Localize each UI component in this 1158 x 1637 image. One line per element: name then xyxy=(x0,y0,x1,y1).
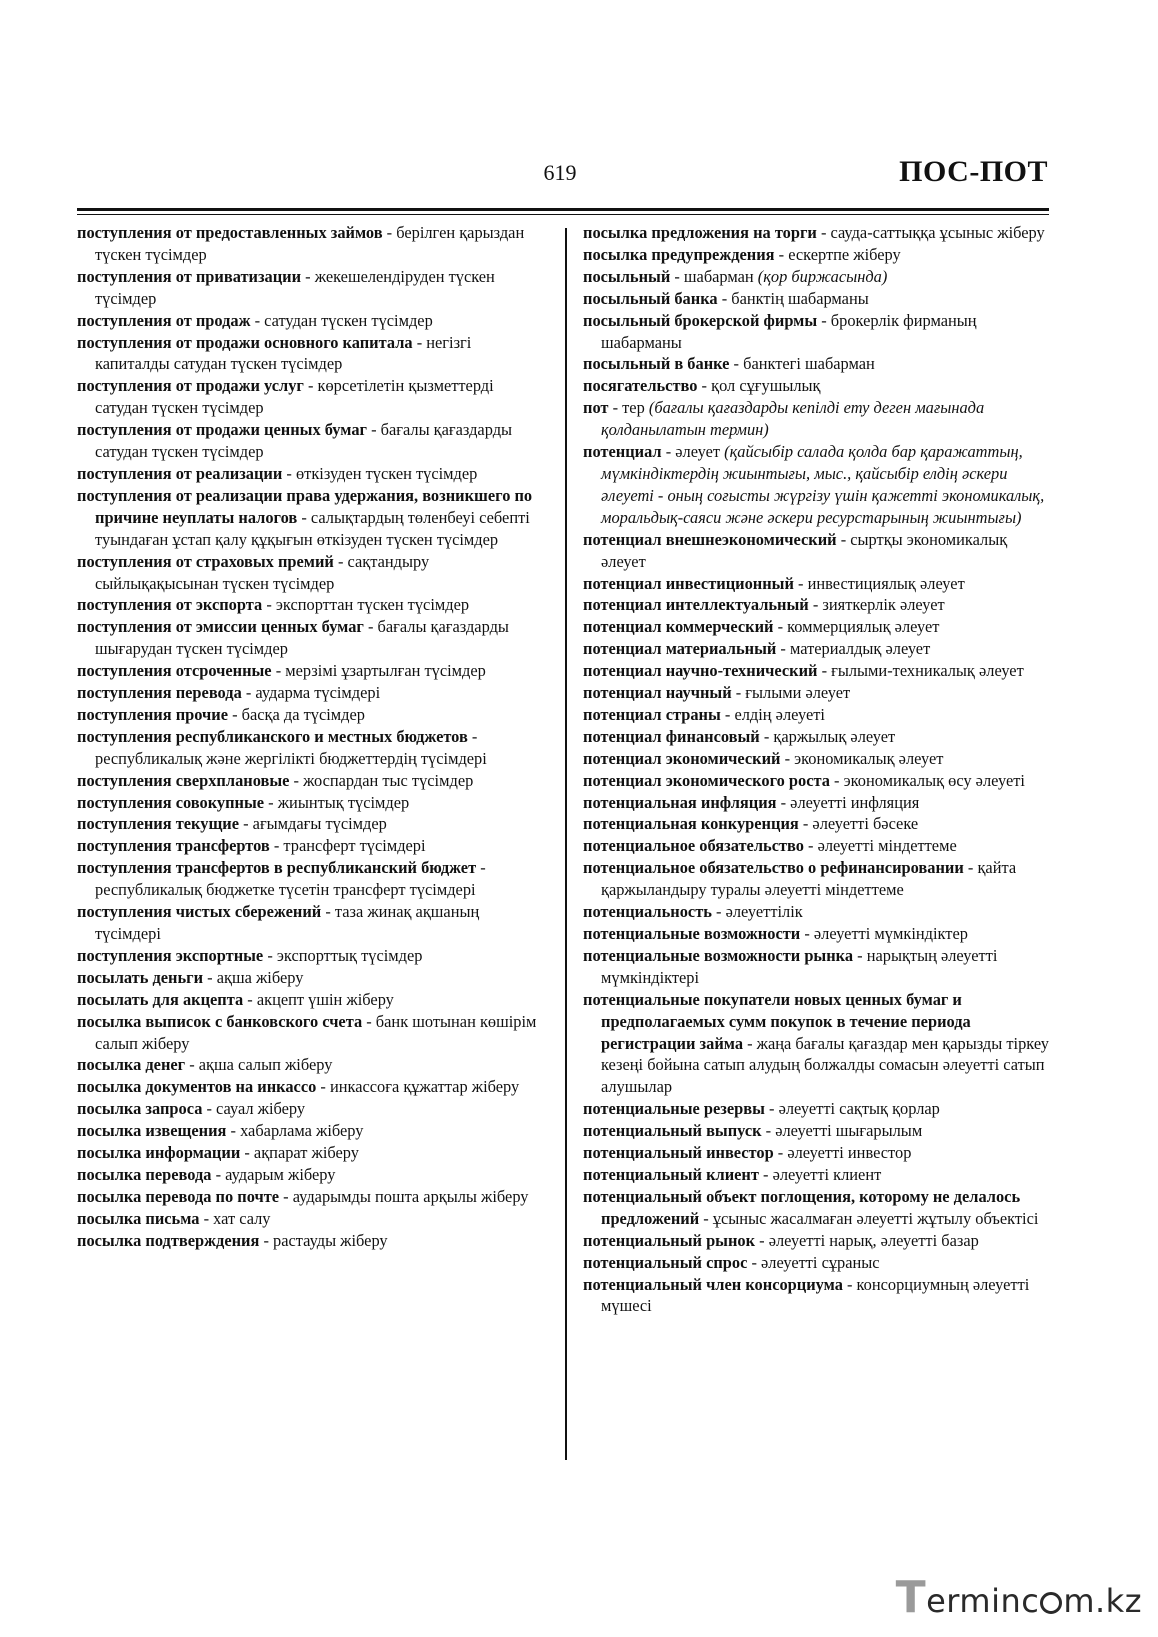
page-number: 619 xyxy=(543,160,577,185)
dictionary-entry xyxy=(77,835,547,857)
entry-term: посылка перевода по почте xyxy=(77,1186,280,1206)
entry-term: поступления прочие xyxy=(77,704,229,724)
header-rule-thin xyxy=(77,214,1049,215)
entry-translation: - жекешелендіруден түскен түсімдер xyxy=(95,266,495,308)
entry-translation: - бағалы қағаздарды шығарудан түскен түсімдер xyxy=(95,617,509,659)
dictionary-entry xyxy=(583,660,1053,682)
dictionary-entry xyxy=(583,266,1053,288)
entry-term: потенциальное обязательство о рефинансировании xyxy=(583,858,964,878)
dictionary-entry xyxy=(583,1120,1053,1142)
entry-term: посылка письма xyxy=(77,1208,200,1228)
entry-translation: - әлеуетті бәсеке xyxy=(798,814,919,834)
dictionary-entry xyxy=(583,748,1053,770)
dictionary-entry xyxy=(77,1054,547,1076)
entry-term: посылка извещения xyxy=(77,1121,227,1141)
entry-translation: - сақтандыру сыйлықақысынан түскен түсімдер xyxy=(95,551,430,593)
entry-translation: - көрсетілетін қызметтерді сатудан түскен түсімдер xyxy=(95,376,494,418)
entry-translation: - хабарлама жіберу xyxy=(226,1121,364,1141)
dictionary-entry xyxy=(77,375,547,419)
entry-term: поступления отсроченные xyxy=(77,661,272,681)
entry-translation: - банктің шабарманы xyxy=(717,288,869,308)
entry-term: потенциальный спрос xyxy=(583,1252,748,1272)
entry-translation: - трансферт түсімдері xyxy=(269,836,426,856)
entry-term: потенциальный объект поглощения, которому не делалось предложений xyxy=(583,1186,1021,1228)
dictionary-entry xyxy=(583,397,1053,441)
logo-text-c: c xyxy=(1021,1582,1040,1620)
dictionary-entry xyxy=(77,463,547,485)
entry-translation: - басқа да түсімдер xyxy=(228,704,365,724)
entry-term: посылать для акцепта xyxy=(77,989,244,1009)
entry-translation: - әлеуеттілік xyxy=(711,902,803,922)
dictionary-entry xyxy=(77,551,547,595)
dictionary-entry xyxy=(77,660,547,682)
logo-circle-icon xyxy=(1040,1592,1062,1614)
entry-term: посылать деньги xyxy=(77,967,204,987)
column-divider xyxy=(565,228,567,1460)
dictionary-entry xyxy=(77,594,547,616)
dictionary-entry xyxy=(583,594,1053,616)
entry-note: (қайсыбір салада қолда бар қаражаттың, мүмкіндіктердің жиынтығы, мыс., қайсыбір елдің әскери әлеуеті - оның соғысты жүргізу үшін қажетті экономикалық, моральдық-саяси және әскери ресурстарының жиынтығы) xyxy=(601,442,1045,527)
dictionary-entry xyxy=(77,1142,547,1164)
dictionary-entry xyxy=(77,1076,547,1098)
entry-translation: - республикалық және жергілікті бюджеттердің түсімдері xyxy=(95,726,487,768)
entry-translation: - жиынтық түсімдер xyxy=(264,792,410,812)
dictionary-entry xyxy=(583,529,1053,573)
running-head: ПОС-ПОТ xyxy=(899,155,1048,188)
entry-term: поступления от реализации xyxy=(77,463,283,483)
dictionary-entry xyxy=(77,813,547,835)
entry-translation: - аударым жіберу xyxy=(211,1164,336,1184)
logo-letter-t: T xyxy=(895,1572,927,1623)
dictionary-entry xyxy=(77,485,547,551)
entry-term: посягательство xyxy=(583,376,698,396)
entry-translation: - таза жинақ ақшаның түсімдері xyxy=(95,902,480,943)
dictionary-entry xyxy=(583,616,1053,638)
dictionary-entry xyxy=(583,945,1053,989)
entry-term: потенциальный выпуск xyxy=(583,1121,762,1141)
entry-translation: - қол сұғушылық xyxy=(697,376,821,396)
entry-term: потенциал экономический xyxy=(583,748,781,768)
entry-translation: - аударма түсімдері xyxy=(241,683,381,703)
entry-term: пот xyxy=(583,398,609,418)
dictionary-entry xyxy=(583,1230,1053,1252)
entry-term: потенциал внешнеэкономический xyxy=(583,529,837,549)
entry-translation: - тер xyxy=(608,398,649,418)
dictionary-entry xyxy=(583,770,1053,792)
entry-translation: - экспорттан түскен түсімдер xyxy=(262,595,470,615)
dictionary-entry xyxy=(583,923,1053,945)
entry-term: поступления от реализации права удержания, возникшего по причине неуплаты налогов xyxy=(77,485,533,527)
dictionary-entry xyxy=(77,1230,547,1252)
entry-term: посыльный xyxy=(583,266,671,286)
entry-term: посылка запроса xyxy=(77,1099,203,1119)
entry-translation: - қаржылық әлеует xyxy=(759,726,896,746)
dictionary-entry xyxy=(583,244,1053,266)
entry-term: поступления перевода xyxy=(77,683,242,703)
entry-translation: - жоспардан тыс түсімдер xyxy=(289,770,474,790)
entry-term: посыльный брокерской фирмы xyxy=(583,310,818,330)
entry-term: потенциальный инвестор xyxy=(583,1143,774,1163)
entry-term: потенциальные покупатели новых ценных бумаг и предполагаемых сумм покупок в течение периода регистрации займа xyxy=(583,989,971,1053)
entry-translation: - зияткерлік әлеует xyxy=(808,595,945,615)
dictionary-entry xyxy=(77,310,547,332)
entry-term: потенциал коммерческий xyxy=(583,617,774,637)
entry-term: посылка денег xyxy=(77,1055,186,1075)
entry-note: (бағалы қағаздарды кепілді ету деген мағынада қолданылатын термин) xyxy=(601,398,985,440)
entry-translation: - ұсыныс жасалмаған әлеуетті жұтылу объектісі xyxy=(699,1208,1039,1228)
entry-term: потенциальные возможности xyxy=(583,924,801,943)
entry-term: потенциальный рынок xyxy=(583,1230,756,1250)
dictionary-entry xyxy=(583,222,1053,244)
entry-term: потенциал страны xyxy=(583,704,721,724)
dictionary-entry xyxy=(77,792,547,814)
entry-term: потенциал научно-технический xyxy=(583,661,818,681)
entry-translation: - қайта қаржыландыру туралы әлеуетті міндеттеме xyxy=(601,858,1017,900)
dictionary-entry xyxy=(583,353,1053,375)
header-rule-thick xyxy=(77,208,1049,211)
dictionary-entry xyxy=(583,704,1053,726)
entry-translation: - сауал жіберу xyxy=(202,1099,306,1119)
entry-term: потенциал научный xyxy=(583,683,732,703)
dictionary-entry xyxy=(77,726,547,770)
entry-translation: - ақпарат жіберу xyxy=(240,1143,359,1163)
entry-translation: - сатудан түскен түсімдер xyxy=(250,310,433,330)
entry-term: потенциал интеллектуальный xyxy=(583,595,809,615)
entry-term: посыльный банка xyxy=(583,288,718,308)
dictionary-entry xyxy=(583,1186,1053,1230)
entry-term: потенциальный клиент xyxy=(583,1164,759,1184)
entry-translation: - ғылыми-техникалық әлеует xyxy=(817,661,1024,681)
entry-term: поступления республиканского и местных бюджетов xyxy=(77,726,468,746)
entry-translation: - берілген қарыздан түскен түсімдер xyxy=(95,223,525,264)
entry-term: потенциальный член консорциума xyxy=(583,1274,843,1294)
entry-term: посылка перевода xyxy=(77,1164,212,1184)
dictionary-entry xyxy=(77,1011,547,1055)
right-column xyxy=(583,222,1053,1317)
entry-translation: - сыртқы экономикалық әлеует xyxy=(601,529,1008,571)
logo-text-domain: m.kz xyxy=(1063,1582,1142,1620)
entry-term: потенциал экономического роста xyxy=(583,770,830,790)
entry-term: поступления от продаж xyxy=(77,310,251,330)
entry-term: потенциальные резервы xyxy=(583,1099,765,1119)
entry-note: (қор биржасында) xyxy=(757,266,888,286)
entry-translation: - экономикалық өсу әлеуеті xyxy=(829,770,1025,790)
dictionary-entry xyxy=(77,1120,547,1142)
dictionary-entry xyxy=(77,682,547,704)
entry-translation: - сауда-саттыққа ұсыныс жіберу xyxy=(816,223,1045,242)
dictionary-entry xyxy=(77,1208,547,1230)
entry-translation: - ақша салып жіберу xyxy=(185,1055,333,1075)
dictionary-entry xyxy=(583,813,1053,835)
entry-term: поступления сверхплановые xyxy=(77,770,290,790)
entry-term: потенциальная конкуренция xyxy=(583,814,799,834)
entry-translation: - республикалық бюджетке түсетін трансферт түсімдері xyxy=(95,858,486,900)
dictionary-entry xyxy=(583,1274,1053,1318)
entry-term: потенциал финансовый xyxy=(583,726,760,746)
entry-term: поступления чистых сбережений xyxy=(77,902,322,922)
entry-translation: - ақша жіберу xyxy=(203,967,304,987)
dictionary-entry xyxy=(583,288,1053,310)
entry-translation: - елдің әлеуеті xyxy=(720,704,825,724)
entry-term: поступления совокупные xyxy=(77,792,265,812)
dictionary-entry xyxy=(583,682,1053,704)
termincom-logo[interactable] xyxy=(896,1572,1142,1623)
entry-term: посылка информации xyxy=(77,1143,241,1163)
dictionary-entry xyxy=(77,616,547,660)
entry-term: поступления от продажи услуг xyxy=(77,376,304,396)
entry-term: поступления от страховых премий xyxy=(77,551,334,571)
dictionary-entry xyxy=(583,989,1053,1099)
entry-translation: - ескертпе жіберу xyxy=(774,244,901,264)
entry-translation: - экспорттық түсімдер xyxy=(263,945,423,965)
entry-term: потенциал xyxy=(583,442,662,462)
entry-term: посылка документов на инкассо xyxy=(77,1077,317,1097)
entry-translation: - шабарман xyxy=(670,266,758,286)
entry-translation: - әлеуетті мүмкіндіктер xyxy=(800,924,968,943)
entry-term: потенциал материальный xyxy=(583,639,777,659)
entry-term: посылка предупреждения xyxy=(583,244,775,264)
dictionary-entry xyxy=(77,901,547,945)
dictionary-entry xyxy=(77,989,547,1011)
entry-translation: - акцепт үшін жіберу xyxy=(243,989,394,1009)
dictionary-entry xyxy=(583,441,1053,529)
entry-translation: - банктегі шабарман xyxy=(729,354,875,374)
entry-translation: - әлеуетті инфляция xyxy=(776,792,920,812)
entry-translation: - нарықтың әлеуетті мүмкіндіктері xyxy=(601,945,998,987)
entry-term: поступления от экспорта xyxy=(77,595,263,615)
dictionary-entry xyxy=(583,726,1053,748)
entry-translation: - салықтардың төленбеуі себепті туындаған ұстап қалу құқығын өткізуден түскен түсімдер xyxy=(95,507,530,549)
entry-term: поступления от предоставленных займов xyxy=(77,223,383,242)
entry-term: поступления от эмиссии ценных бумаг xyxy=(77,617,364,637)
entry-translation: - инкассоға құжаттар жіберу xyxy=(316,1077,520,1097)
dictionary-entry xyxy=(77,1098,547,1120)
entry-term: поступления от продажи основного капитала xyxy=(77,332,413,352)
entry-translation: - әлеуетті міндеттеме xyxy=(803,836,957,856)
entry-translation: - әлеуетті клиент xyxy=(758,1164,882,1184)
logo-text: ermin xyxy=(926,1582,1022,1620)
entry-translation: - консорциумның әлеуетті мүшесі xyxy=(601,1274,1030,1316)
dictionary-entry xyxy=(583,1098,1053,1120)
dictionary-entry xyxy=(77,1186,547,1208)
entry-term: потенциальная инфляция xyxy=(583,792,777,812)
dictionary-entry xyxy=(583,857,1053,901)
entry-term: поступления трансфертов в республиканский бюджет xyxy=(77,858,477,878)
dictionary-entry xyxy=(77,266,547,310)
entry-translation: - материалдық әлеует xyxy=(776,639,931,659)
entry-translation: - ағымдағы түсімдер xyxy=(239,814,387,834)
dictionary-entry xyxy=(77,1164,547,1186)
entry-translation: - әлеуетті нарық, әлеуетті базар xyxy=(755,1230,979,1250)
entry-translation: - ғылыми әлеует xyxy=(731,683,851,703)
dictionary-entry xyxy=(583,1252,1053,1274)
dictionary-entry xyxy=(583,1142,1053,1164)
entry-translation: - экономикалық әлеует xyxy=(780,748,944,768)
dictionary-entry xyxy=(583,638,1053,660)
dictionary-entry xyxy=(583,792,1053,814)
dictionary-entry xyxy=(77,945,547,967)
entry-translation: - жаңа бағалы қағаздар мен қарызды тіркеу кезеңі бойына сатып алудың болжалды сомасын әлеуетті сатып алушылар xyxy=(601,1033,1049,1097)
entry-term: потенциальные возможности рынка xyxy=(583,945,854,965)
dictionary-entry xyxy=(583,901,1053,923)
entry-term: потенциал инвестиционный xyxy=(583,573,794,593)
entry-translation: - өткізуден түскен түсімдер xyxy=(282,463,478,483)
entry-term: посылка подтверждения xyxy=(77,1230,260,1250)
dictionary-entry xyxy=(583,375,1053,397)
entry-translation: - бағалы қағаздарды сатудан түскен түсімдер xyxy=(95,420,513,462)
entry-term: потенциальное обязательство xyxy=(583,836,804,856)
entry-term: посыльный в банке xyxy=(583,354,730,374)
entry-translation: - хат салу xyxy=(199,1208,271,1228)
entry-translation: - негізгі капиталды сатудан түскен түсімдер xyxy=(95,332,472,374)
entry-translation: - коммерциялық әлеует xyxy=(773,617,940,637)
entry-translation: - әлеует xyxy=(661,442,725,462)
entry-term: посылка предложения на торги xyxy=(583,223,817,242)
entry-term: поступления от приватизации xyxy=(77,266,302,286)
dictionary-entry xyxy=(583,310,1053,354)
entry-translation: - әлеуетті сақтық қорлар xyxy=(764,1099,940,1119)
dictionary-entry xyxy=(77,770,547,792)
entry-term: поступления текущие xyxy=(77,814,240,834)
dictionary-entry xyxy=(77,222,547,266)
entry-term: поступления трансфертов xyxy=(77,836,270,856)
entry-translation: - брокерлік фирманың шабарманы xyxy=(601,310,977,352)
dictionary-entry xyxy=(77,419,547,463)
dictionary-entry xyxy=(77,967,547,989)
entry-term: поступления от продажи ценных бумаг xyxy=(77,420,367,440)
entry-term: посылка выписок с банковского счета xyxy=(77,1011,363,1031)
dictionary-entry xyxy=(77,332,547,376)
entry-translation: - аударымды пошта арқылы жіберу xyxy=(279,1186,529,1206)
dictionary-entry xyxy=(583,1164,1053,1186)
entry-term: поступления экспортные xyxy=(77,945,264,965)
dictionary-entry xyxy=(583,573,1053,595)
entry-translation: - инвестициялық әлеует xyxy=(793,573,965,593)
dictionary-entry xyxy=(77,857,547,901)
entry-term: потенциальность xyxy=(583,902,712,922)
entry-translation: - мерзімі ұзартылған түсімдер xyxy=(271,661,486,681)
dictionary-entry xyxy=(583,835,1053,857)
entry-translation: - әлеуетті сұраныс xyxy=(747,1252,880,1272)
left-column xyxy=(77,222,547,1252)
entry-translation: - әлеуетті шығарылым xyxy=(761,1121,923,1141)
entry-translation: - банк шотынан көшірім салып жіберу xyxy=(95,1011,537,1053)
entry-translation: - растауды жіберу xyxy=(259,1230,388,1250)
entry-translation: - әлеуетті инвестор xyxy=(773,1143,912,1163)
dictionary-entry xyxy=(77,704,547,726)
